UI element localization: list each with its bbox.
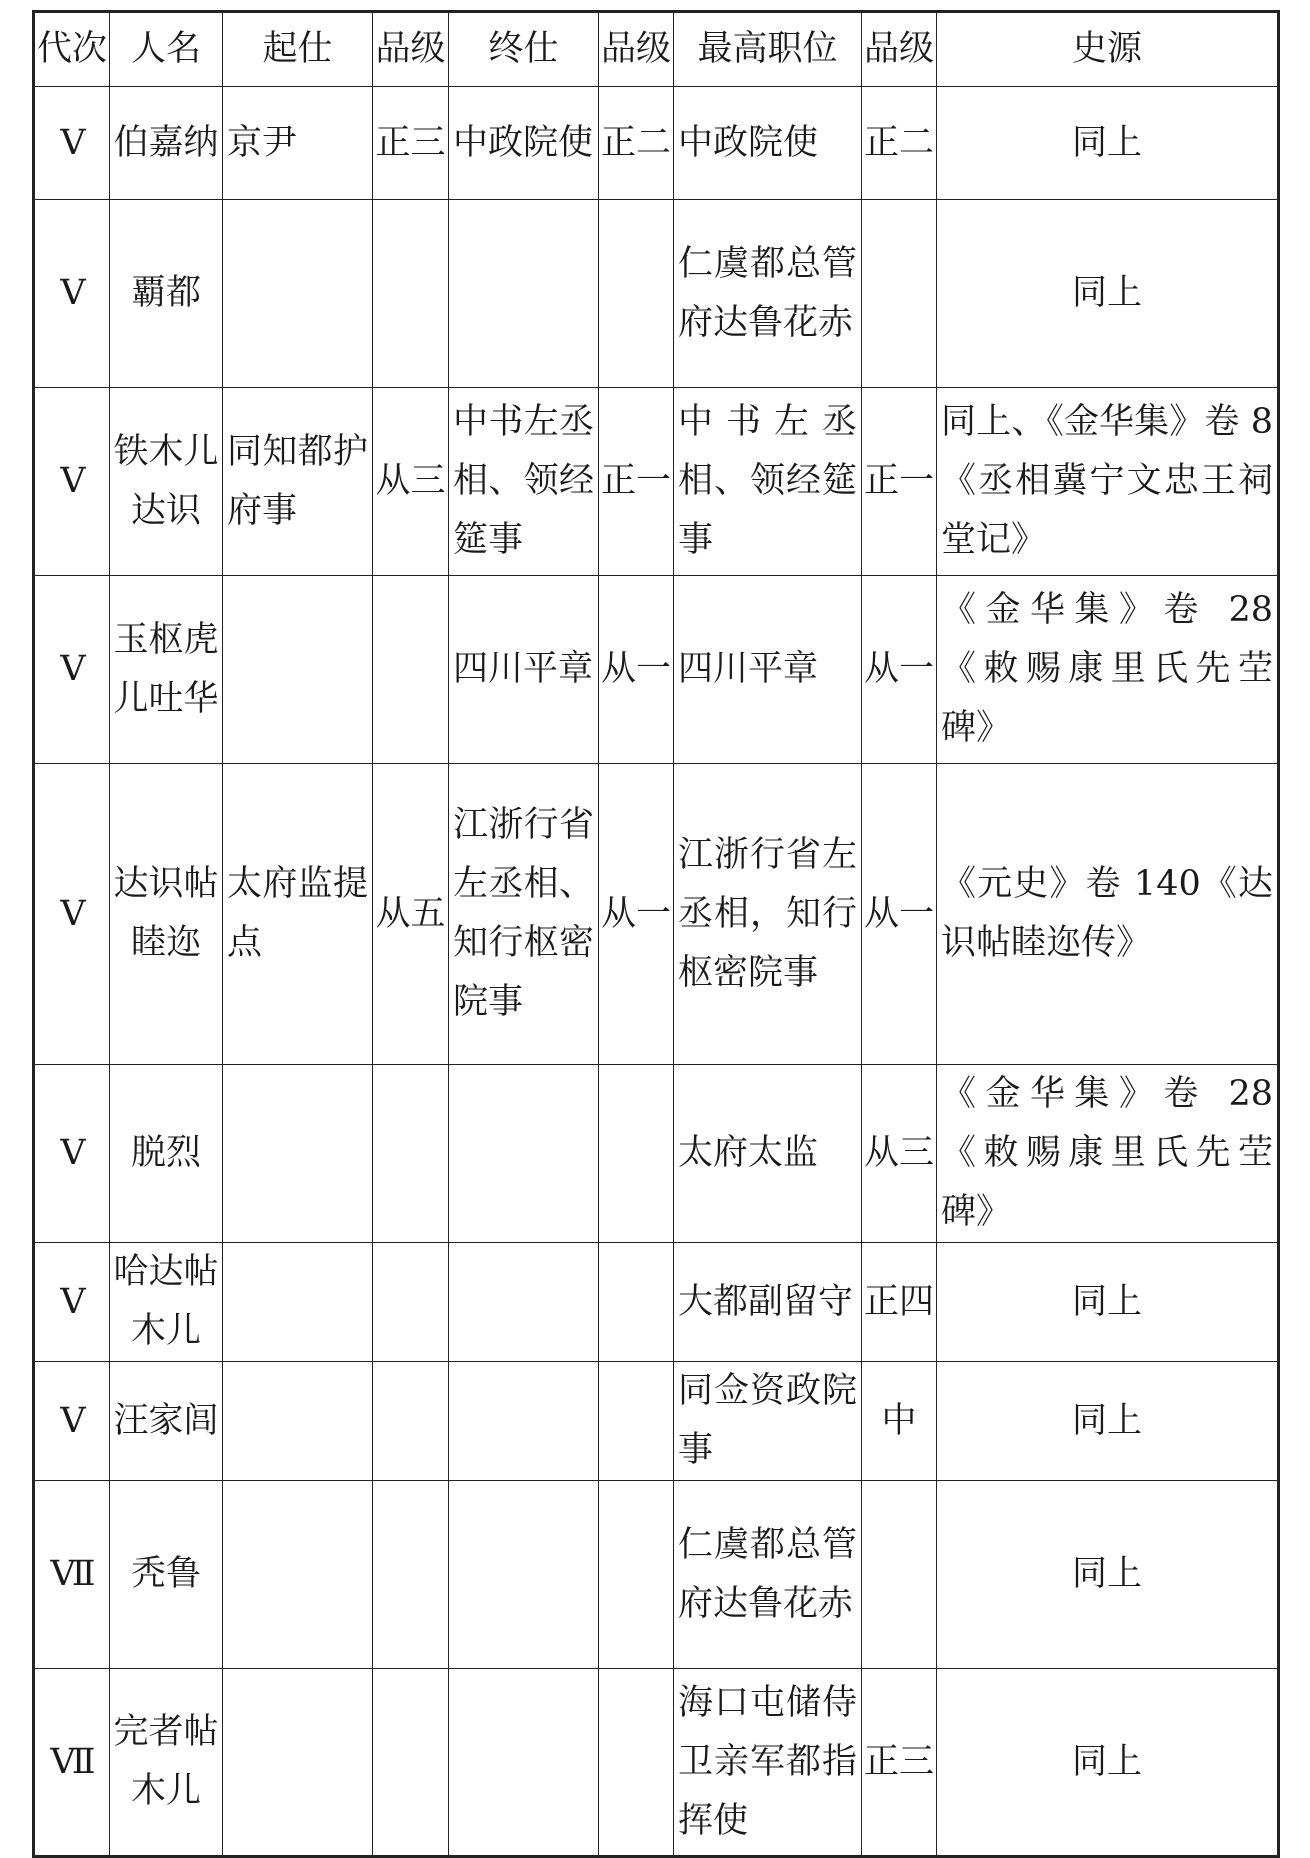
end-rank-cell: 从一 bbox=[599, 764, 674, 1065]
end-post-cell bbox=[449, 1481, 599, 1669]
generation-cell: Ⅴ bbox=[34, 1243, 110, 1362]
table-row bbox=[34, 1065, 1279, 1243]
header-generation: 代次 bbox=[34, 12, 110, 87]
name-cell: 玉枢虎儿吐华 bbox=[110, 576, 223, 764]
generation-cell: Ⅴ bbox=[34, 576, 110, 764]
name-cell: 哈达帖木儿 bbox=[110, 1243, 223, 1362]
source-cell: 同上 bbox=[937, 1362, 1279, 1481]
end-post-cell bbox=[449, 200, 599, 388]
start-post-cell bbox=[223, 1481, 373, 1669]
name-cell: 伯嘉纳 bbox=[110, 87, 223, 200]
highest-post-cell: 海口屯储侍卫亲军都指挥使 bbox=[674, 1669, 862, 1857]
end-rank-cell: 正一 bbox=[599, 388, 674, 576]
start-post-cell bbox=[223, 1243, 373, 1362]
source-cell: 同上、《金华集》卷 8《丞相冀宁文忠王祠堂记》 bbox=[937, 388, 1279, 576]
start-post-cell bbox=[223, 1065, 373, 1243]
highest-rank-cell bbox=[862, 200, 937, 388]
highest-rank-cell: 从一 bbox=[862, 764, 937, 1065]
start-rank-cell: 从五 bbox=[373, 764, 449, 1065]
table-row bbox=[34, 87, 1279, 200]
name-cell: 铁木儿达识 bbox=[110, 388, 223, 576]
start-rank-cell bbox=[373, 576, 449, 764]
table-row bbox=[34, 576, 1279, 764]
header-row bbox=[34, 12, 1279, 87]
end-rank-cell: 正二 bbox=[599, 87, 674, 200]
start-rank-cell bbox=[373, 1243, 449, 1362]
highest-rank-cell: 从三 bbox=[862, 1065, 937, 1243]
start-post-cell: 太府监提点 bbox=[223, 764, 373, 1065]
highest-post-cell: 四川平章 bbox=[674, 576, 862, 764]
highest-rank-cell: 正四 bbox=[862, 1243, 937, 1362]
highest-rank-cell: 正二 bbox=[862, 87, 937, 200]
header-start-post: 起仕 bbox=[223, 12, 373, 87]
table-row bbox=[34, 1481, 1279, 1669]
highest-post-cell: 中书左丞相、领经筵事 bbox=[674, 388, 862, 576]
header-highest-post: 最高职位 bbox=[674, 12, 862, 87]
table-row bbox=[34, 1362, 1279, 1481]
end-post-cell bbox=[449, 1243, 599, 1362]
source-cell: 《金华集》卷 28《敕赐康里氏先茔碑》 bbox=[937, 1065, 1279, 1243]
header-end-rank: 品级 bbox=[599, 12, 674, 87]
start-rank-cell: 正三 bbox=[373, 87, 449, 200]
table-row bbox=[34, 1669, 1279, 1857]
highest-rank-cell: 中 bbox=[862, 1362, 937, 1481]
highest-post-cell: 中政院使 bbox=[674, 87, 862, 200]
table-row bbox=[34, 388, 1279, 576]
source-cell: 《金华集》卷 28《敕赐康里氏先茔碑》 bbox=[937, 576, 1279, 764]
highest-post-cell: 仁虞都总管府达鲁花赤 bbox=[674, 1481, 862, 1669]
start-rank-cell bbox=[373, 1481, 449, 1669]
end-post-cell bbox=[449, 1669, 599, 1857]
highest-post-cell: 大都副留守 bbox=[674, 1243, 862, 1362]
highest-rank-cell bbox=[862, 1481, 937, 1669]
end-post-cell: 江浙行省左丞相、知行枢密院事 bbox=[449, 764, 599, 1065]
generation-cell: Ⅴ bbox=[34, 200, 110, 388]
generation-cell: Ⅴ bbox=[34, 87, 110, 200]
table-row bbox=[34, 764, 1279, 1065]
generation-cell: Ⅴ bbox=[34, 764, 110, 1065]
start-rank-cell bbox=[373, 1669, 449, 1857]
highest-post-cell: 仁虞都总管府达鲁花赤 bbox=[674, 200, 862, 388]
start-rank-cell bbox=[373, 1065, 449, 1243]
start-post-cell bbox=[223, 200, 373, 388]
source-cell: 同上 bbox=[937, 87, 1279, 200]
source-cell: 同上 bbox=[937, 1481, 1279, 1669]
source-cell: 同上 bbox=[937, 200, 1279, 388]
start-rank-cell bbox=[373, 1362, 449, 1481]
header-end-post: 终仕 bbox=[449, 12, 599, 87]
officials-table bbox=[32, 10, 1280, 1858]
end-post-cell bbox=[449, 1362, 599, 1481]
highest-rank-cell: 从一 bbox=[862, 576, 937, 764]
end-rank-cell bbox=[599, 1362, 674, 1481]
start-post-cell: 京尹 bbox=[223, 87, 373, 200]
header-source: 史源 bbox=[937, 12, 1279, 87]
name-cell: 覇都 bbox=[110, 200, 223, 388]
generation-cell: Ⅴ bbox=[34, 1065, 110, 1243]
start-post-cell: 同知都护府事 bbox=[223, 388, 373, 576]
start-rank-cell: 从三 bbox=[373, 388, 449, 576]
name-cell: 秃鲁 bbox=[110, 1481, 223, 1669]
name-cell: 完者帖木儿 bbox=[110, 1669, 223, 1857]
highest-rank-cell: 正一 bbox=[862, 388, 937, 576]
end-post-cell: 中政院使 bbox=[449, 87, 599, 200]
source-cell: 同上 bbox=[937, 1243, 1279, 1362]
end-post-cell bbox=[449, 1065, 599, 1243]
name-cell: 达识帖睦迩 bbox=[110, 764, 223, 1065]
end-rank-cell bbox=[599, 1065, 674, 1243]
highest-post-cell: 江浙行省左丞相，知行枢密院事 bbox=[674, 764, 862, 1065]
generation-cell: Ⅶ bbox=[34, 1481, 110, 1669]
source-cell: 《元史》卷 140《达识帖睦迩传》 bbox=[937, 764, 1279, 1065]
name-cell: 脱烈 bbox=[110, 1065, 223, 1243]
table-row bbox=[34, 1243, 1279, 1362]
generation-cell: Ⅴ bbox=[34, 1362, 110, 1481]
header-start-rank: 品级 bbox=[373, 12, 449, 87]
end-post-cell: 中书左丞相、领经筵事 bbox=[449, 388, 599, 576]
start-post-cell bbox=[223, 1669, 373, 1857]
highest-post-cell: 太府太监 bbox=[674, 1065, 862, 1243]
end-rank-cell bbox=[599, 1669, 674, 1857]
generation-cell: Ⅴ bbox=[34, 388, 110, 576]
end-rank-cell bbox=[599, 200, 674, 388]
source-cell: 同上 bbox=[937, 1669, 1279, 1857]
start-post-cell bbox=[223, 1362, 373, 1481]
header-highest-rank: 品级 bbox=[862, 12, 937, 87]
name-cell: 汪家闾 bbox=[110, 1362, 223, 1481]
end-rank-cell bbox=[599, 1481, 674, 1669]
table-row bbox=[34, 200, 1279, 388]
end-post-cell: 四川平章 bbox=[449, 576, 599, 764]
highest-post-cell: 同佥资政院事 bbox=[674, 1362, 862, 1481]
header-name: 人名 bbox=[110, 12, 223, 87]
end-rank-cell bbox=[599, 1243, 674, 1362]
start-rank-cell bbox=[373, 200, 449, 388]
end-rank-cell: 从一 bbox=[599, 576, 674, 764]
generation-cell: Ⅶ bbox=[34, 1669, 110, 1857]
start-post-cell bbox=[223, 576, 373, 764]
highest-rank-cell: 正三 bbox=[862, 1669, 937, 1857]
